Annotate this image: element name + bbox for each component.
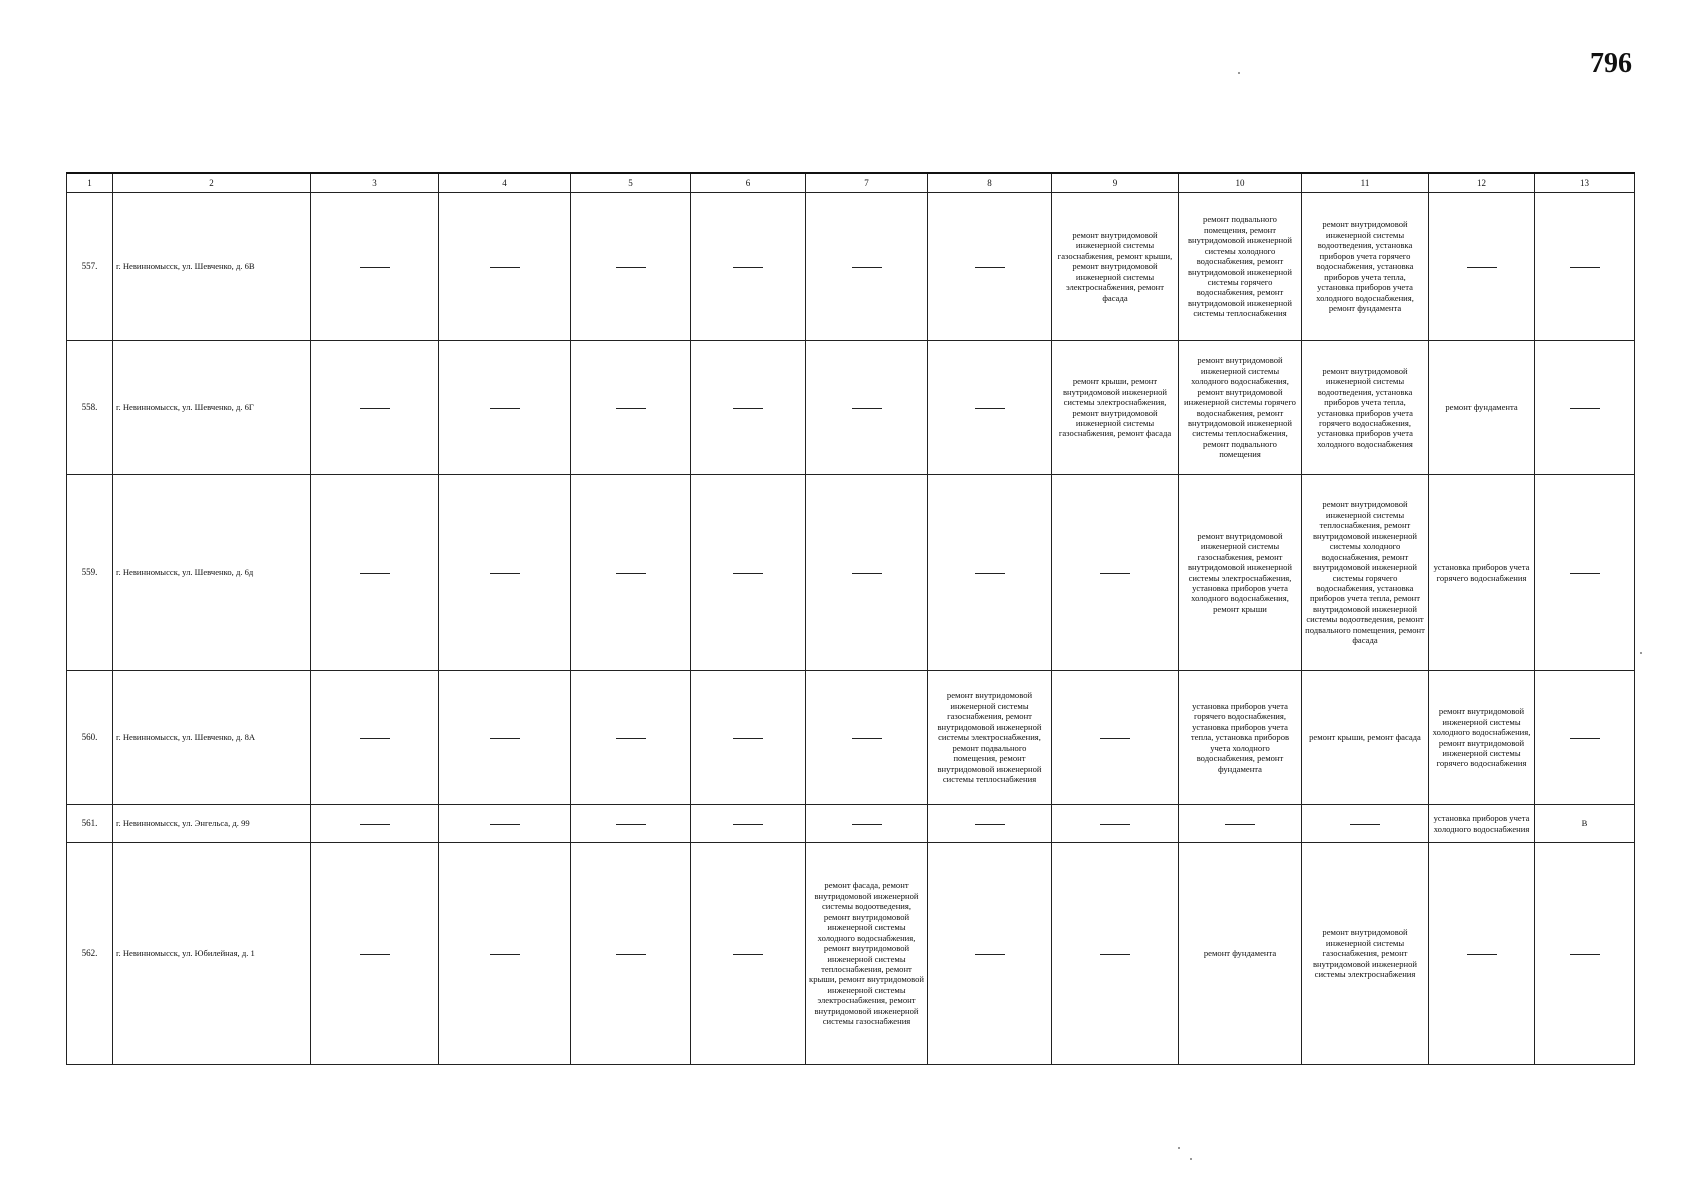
empty-dash-cell [311, 843, 439, 1065]
empty-dash-cell [1429, 193, 1535, 341]
empty-dash-cell [1535, 193, 1635, 341]
dash-mark [733, 954, 763, 955]
works-cell: ремонт внутридомовой инженерной системы холодного водоснабжения, ремонт внутридомовой инженерной системы горячего водоснабжения [1429, 671, 1535, 805]
empty-dash-cell [928, 843, 1052, 1065]
dash-mark [360, 738, 390, 739]
address-cell: г. Невинномысск, ул. Энгельса, д. 99 [113, 805, 311, 843]
address-cell: г. Невинномысск, ул. Шевченко, д. 8А [113, 671, 311, 805]
table-row [67, 671, 1635, 805]
works-cell: ремонт внутридомовой инженерной системы газоснабжения, ремонт внутридомовой инженерной системы электроснабжения, ремонт подвального помещения, ремонт внутридомовой инженерной системы теплоснабжения [928, 671, 1052, 805]
header-cell: 9 [1052, 173, 1179, 193]
dash-mark [1467, 954, 1497, 955]
empty-dash-cell [311, 805, 439, 843]
table-row [67, 475, 1635, 671]
address-cell: г. Невинномысск, ул. Шевченко, д. 6В [113, 193, 311, 341]
row-number: 558. [67, 341, 113, 475]
dash-mark [1225, 824, 1255, 825]
row-number: 562. [67, 843, 113, 1065]
empty-dash-cell [571, 843, 691, 1065]
works-cell: ремонт фундамента [1429, 341, 1535, 475]
empty-dash-cell [311, 671, 439, 805]
dash-mark [733, 408, 763, 409]
dash-mark [1100, 954, 1130, 955]
empty-dash-cell [691, 843, 806, 1065]
empty-dash-cell [691, 805, 806, 843]
empty-dash-cell [439, 805, 571, 843]
empty-dash-cell [691, 341, 806, 475]
header-cell: 13 [1535, 173, 1635, 193]
dash-mark [1467, 267, 1497, 268]
empty-dash-cell [571, 475, 691, 671]
works-cell: ремонт крыши, ремонт внутридомовой инженерной системы электроснабжения, ремонт внутридомовой инженерной системы газоснабжения, ремонт фасада [1052, 341, 1179, 475]
repair-schedule-table [66, 172, 1635, 1065]
header-cell: 7 [806, 173, 928, 193]
header-cell: 5 [571, 173, 691, 193]
header-cell: 10 [1179, 173, 1302, 193]
works-cell: установка приборов учета холодного водоснабжения [1429, 805, 1535, 843]
empty-dash-cell [311, 193, 439, 341]
empty-dash-cell [439, 193, 571, 341]
dash-mark [975, 267, 1005, 268]
dash-mark [616, 573, 646, 574]
empty-dash-cell [1535, 475, 1635, 671]
dash-mark [733, 738, 763, 739]
empty-dash-cell [439, 671, 571, 805]
dash-mark [490, 267, 520, 268]
header-cell: 11 [1302, 173, 1429, 193]
empty-dash-cell [439, 475, 571, 671]
header-cell: 2 [113, 173, 311, 193]
dash-mark [1570, 573, 1600, 574]
header-row [67, 173, 1635, 193]
dash-mark [852, 408, 882, 409]
dash-mark [975, 573, 1005, 574]
header-cell: 6 [691, 173, 806, 193]
dash-mark [360, 267, 390, 268]
works-cell: установка приборов учета горячего водоснабжения, установка приборов учета тепла, установка приборов учета холодного водоснабжения, ремонт фундамента [1179, 671, 1302, 805]
empty-dash-cell [1179, 805, 1302, 843]
empty-dash-cell [1535, 671, 1635, 805]
dash-mark [1100, 824, 1130, 825]
works-cell: ремонт фундамента [1179, 843, 1302, 1065]
dash-mark [733, 824, 763, 825]
empty-dash-cell [1535, 843, 1635, 1065]
empty-dash-cell [1052, 671, 1179, 805]
scan-speck [1178, 1147, 1180, 1149]
works-cell: ремонт внутридомовой инженерной системы газоснабжения, ремонт внутридомовой инженерной системы электроснабжения [1302, 843, 1429, 1065]
letter-cell: В [1535, 805, 1635, 843]
works-cell: установка приборов учета горячего водоснабжения [1429, 475, 1535, 671]
empty-dash-cell [311, 341, 439, 475]
dash-mark [852, 738, 882, 739]
row-number: 560. [67, 671, 113, 805]
header-cell: 3 [311, 173, 439, 193]
empty-dash-cell [571, 671, 691, 805]
dash-mark [1570, 408, 1600, 409]
works-cell: ремонт внутридомовой инженерной системы газоснабжения, ремонт внутридомовой инженерной системы электроснабжения, установка приборов учета холодного водоснабжения, ремонт крыши [1179, 475, 1302, 671]
works-cell: ремонт крыши, ремонт фасада [1302, 671, 1429, 805]
dash-mark [616, 954, 646, 955]
empty-dash-cell [1429, 843, 1535, 1065]
row-number: 561. [67, 805, 113, 843]
header-cell: 12 [1429, 173, 1535, 193]
address-cell: г. Невинномысск, ул. Шевченко, д. 6д [113, 475, 311, 671]
dash-mark [1100, 738, 1130, 739]
empty-dash-cell [1302, 805, 1429, 843]
empty-dash-cell [928, 193, 1052, 341]
dash-mark [490, 738, 520, 739]
dash-mark [490, 573, 520, 574]
dash-mark [1570, 267, 1600, 268]
empty-dash-cell [311, 475, 439, 671]
empty-dash-cell [806, 671, 928, 805]
dash-mark [490, 408, 520, 409]
dash-mark [975, 824, 1005, 825]
dash-mark [616, 738, 646, 739]
dash-mark [1100, 573, 1130, 574]
dash-mark [852, 267, 882, 268]
dash-mark [975, 954, 1005, 955]
empty-dash-cell [928, 475, 1052, 671]
dash-mark [360, 824, 390, 825]
works-cell: ремонт внутридомовой инженерной системы водоотведения, установка приборов учета тепла, установка приборов учета горячего водоснабжения, установка приборов учета холодного водоснабжения [1302, 341, 1429, 475]
empty-dash-cell [691, 193, 806, 341]
empty-dash-cell [806, 805, 928, 843]
dash-mark [490, 824, 520, 825]
dash-mark [360, 408, 390, 409]
dash-mark [852, 824, 882, 825]
page-number: 796 [1590, 48, 1632, 79]
dash-mark [975, 408, 1005, 409]
row-number: 557. [67, 193, 113, 341]
address-cell: г. Невинномысск, ул. Шевченко, д. 6Г [113, 341, 311, 475]
address-cell: г. Невинномысск, ул. Юбилейная, д. 1 [113, 843, 311, 1065]
table-row [67, 843, 1635, 1065]
empty-dash-cell [928, 341, 1052, 475]
empty-dash-cell [439, 843, 571, 1065]
empty-dash-cell [1535, 341, 1635, 475]
works-cell: ремонт внутридомовой инженерной системы водоотведения, установка приборов учета горячего водоснабжения, установка приборов учета тепла, установка приборов учета холодного водоснабжения, ремонт фундамента [1302, 193, 1429, 341]
scan-speck [1238, 72, 1240, 74]
table-row [67, 193, 1635, 341]
header-cell: 8 [928, 173, 1052, 193]
empty-dash-cell [571, 805, 691, 843]
table-row [67, 341, 1635, 475]
dash-mark [616, 267, 646, 268]
empty-dash-cell [691, 475, 806, 671]
dash-mark [852, 573, 882, 574]
empty-dash-cell [806, 341, 928, 475]
dash-mark [1350, 824, 1380, 825]
empty-dash-cell [1052, 843, 1179, 1065]
dash-mark [360, 954, 390, 955]
empty-dash-cell [1052, 805, 1179, 843]
scan-speck [1640, 652, 1642, 654]
dash-mark [733, 267, 763, 268]
empty-dash-cell [928, 805, 1052, 843]
header-cell: 4 [439, 173, 571, 193]
works-cell: ремонт подвального помещения, ремонт внутридомовой инженерной системы холодного водоснабжения, ремонт внутридомовой инженерной системы горячего водоснабжения, ремонт внутридомовой инженерной системы теплоснабжения [1179, 193, 1302, 341]
empty-dash-cell [571, 193, 691, 341]
empty-dash-cell [439, 341, 571, 475]
empty-dash-cell [571, 341, 691, 475]
dash-mark [616, 408, 646, 409]
works-cell: ремонт внутридомовой инженерной системы газоснабжения, ремонт крыши, ремонт внутридомовой инженерной системы электроснабжения, ремонт фасада [1052, 193, 1179, 341]
dash-mark [360, 573, 390, 574]
empty-dash-cell [806, 193, 928, 341]
dash-mark [616, 824, 646, 825]
scan-speck [1190, 1158, 1192, 1160]
works-cell: ремонт внутридомовой инженерной системы холодного водоснабжения, ремонт внутридомовой инженерной системы горячего водоснабжения, ремонт внутридомовой инженерной системы теплоснабжения, ремонт подвального помещения [1179, 341, 1302, 475]
works-cell: ремонт фасада, ремонт внутридомовой инженерной системы водоотведения, ремонт внутридомовой инженерной системы холодного водоснабжения, ремонт внутридомовой инженерной системы теплоснабжения, ремонт крыши, ремонт внутридомовой инженерной системы электроснабжения, ремонт внутридомовой инженерной системы газоснабжения [806, 843, 928, 1065]
dash-mark [1570, 738, 1600, 739]
header-cell: 1 [67, 173, 113, 193]
table-row [67, 805, 1635, 843]
dash-mark [490, 954, 520, 955]
dash-mark [1570, 954, 1600, 955]
works-cell: ремонт внутридомовой инженерной системы теплоснабжения, ремонт внутридомовой инженерной системы холодного водоснабжения, ремонт внутридомовой инженерной системы горячего водоснабжения, установка приборов учета тепла, ремонт внутридомовой инженерной системы водоотведения, ремонт подвального помещения, ремонт фасада [1302, 475, 1429, 671]
dash-mark [733, 573, 763, 574]
empty-dash-cell [806, 475, 928, 671]
empty-dash-cell [1052, 475, 1179, 671]
row-number: 559. [67, 475, 113, 671]
empty-dash-cell [691, 671, 806, 805]
